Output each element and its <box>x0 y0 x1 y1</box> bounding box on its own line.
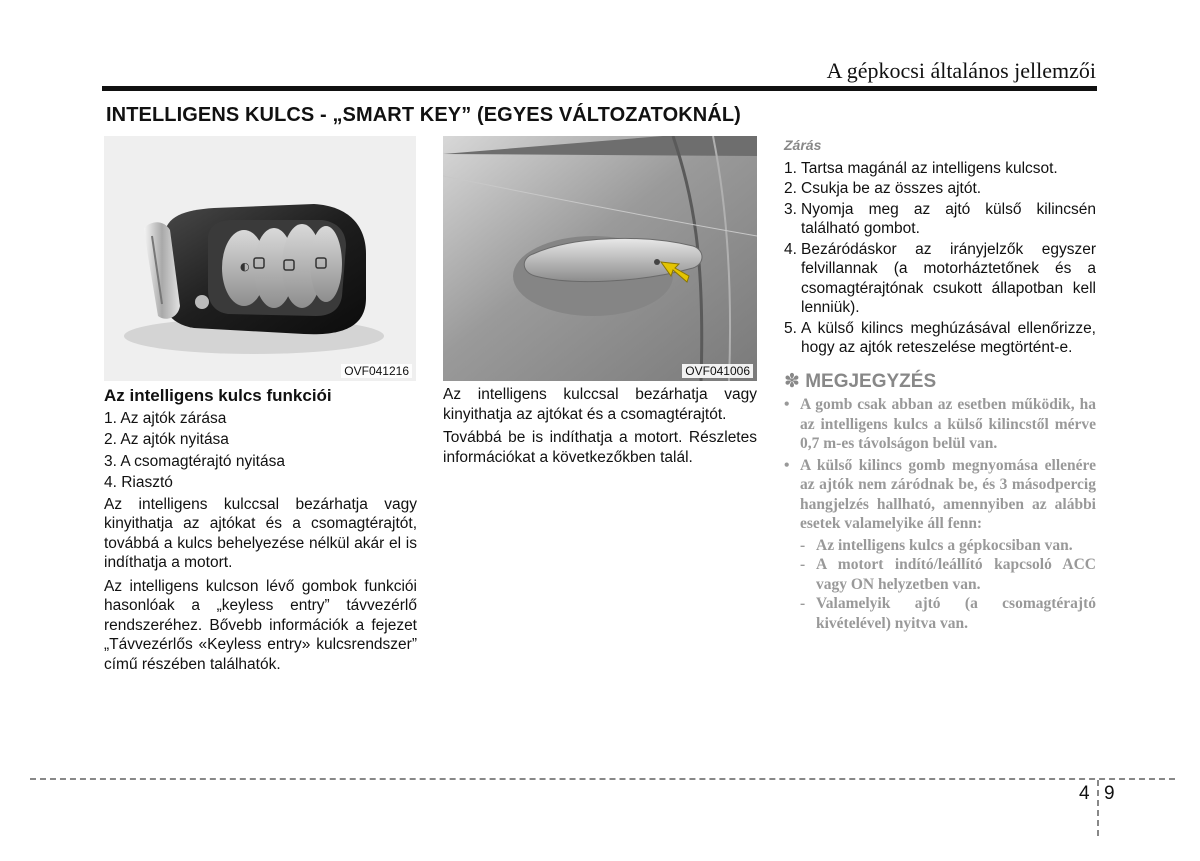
smart-key-illustration <box>104 136 416 381</box>
column-right <box>784 136 1096 633</box>
dash-mark: - <box>800 556 806 573</box>
dash-mark: - <box>800 595 806 612</box>
step-item <box>784 159 1096 179</box>
step-text: Csukja be az összes ajtót. <box>801 180 982 197</box>
smart-key-figure <box>104 136 416 381</box>
note-bullet <box>784 395 1096 454</box>
note-dash-item <box>800 536 1096 556</box>
step-number: 1. <box>784 159 797 177</box>
step-number: 2. <box>784 180 797 197</box>
chapter-number: 4 <box>1079 783 1090 804</box>
note-dash-item <box>800 555 1096 594</box>
door-handle-illustration <box>443 136 757 381</box>
dash-mark: - <box>800 536 806 554</box>
dash-text: Valamelyik ajtó (a csomagtérajtó kivételével) nyitva van. <box>816 595 1096 632</box>
step-number: 4. <box>784 240 797 258</box>
running-header-title: A gépkocsi általános jellemzői <box>826 58 1096 83</box>
note-bullet <box>784 456 1096 534</box>
bullet-mark: • <box>784 456 790 474</box>
svg-text:◐: ◐ <box>240 260 250 273</box>
step-item <box>784 240 1096 318</box>
footer-dashed-rule <box>30 778 1175 780</box>
paragraph: Az intelligens kulccsal bezárhatja vagy kinyithatja az ajtókat és a csomagtérajtót, továbbá a kulcs behelyezése nélkül akár el is indíthatja a motort. <box>104 495 417 571</box>
step-item <box>784 200 1096 239</box>
note-dash-item <box>800 594 1096 633</box>
step-text: Nyomja meg az ajtó külső kilincsén található gombot. <box>801 200 1096 237</box>
bullet-mark: • <box>784 396 790 413</box>
paragraph: Továbbá be is indíthatja a motort. Részletes információkat a következőkben talál. <box>443 429 757 466</box>
door-handle-figure <box>443 136 757 381</box>
bullet-text: A gomb csak abban az esetben működik, ha az intelligens kulcs a külső kilincstől mérve 0,7 m-es távolságon belül van. <box>800 396 1096 452</box>
figure-code-door: OVF041006 <box>682 364 753 378</box>
functions-heading: Az intelligens kulcs funkciói <box>104 386 332 405</box>
step-text: Tartsa magánál az intelligens kulcsot. <box>801 159 1058 177</box>
page-number-divider <box>1097 780 1099 836</box>
page-number: 9 <box>1104 783 1115 804</box>
note-title: ✽ MEGJEGYZÉS <box>784 370 937 392</box>
locking-subheading: Zárás <box>784 137 822 153</box>
locking-steps <box>784 159 1096 358</box>
list-item: 2. Az ajtók nyitása <box>104 431 229 448</box>
step-text: A külső kilincs meghúzásával ellenőrizze, hogy az ajtók reteszelése megtörtént-e. <box>801 319 1096 356</box>
list-item: 3. A csomagtérajtó nyitása <box>104 452 285 470</box>
column-left <box>104 386 417 678</box>
dash-text: Az intelligens kulcs a gépkocsiban van. <box>816 536 1073 554</box>
section-title: INTELLIGENS KULCS - „SMART KEY” (EGYES VÁLTOZATOKNÁL) <box>106 104 741 126</box>
dash-text: A motort indító/leállító kapcsoló ACC vagy ON helyzetben van. <box>816 556 1096 593</box>
note-body <box>784 395 1096 633</box>
bullet-text: A külső kilincs gomb megnyomása ellenére az ajtók nem záródnak be, és 3 másodpercig hangjelzés hallható, amennyiben az alábbi esetek valamelyike áll fenn: <box>800 456 1096 532</box>
paragraph: Az intelligens kulccsal bezárhatja vagy kinyithatja az ajtókat és a csomagtérajtót. <box>443 386 757 423</box>
list-item: 1. Az ajtók zárása <box>104 409 227 427</box>
paragraph: Az intelligens kulcson lévő gombok funkciói hasonlóak a „keyless entry” távvezérlő rendszeréhez. Bővebb információk a fejezet „Távvezérlős «Keyless entry» kulcsrendszer” című részében találhatók. <box>104 577 417 673</box>
list-item: 4. Riasztó <box>104 474 173 491</box>
figure-code-key: OVF041216 <box>341 364 412 378</box>
functions-list <box>104 409 417 493</box>
step-number: 5. <box>784 319 797 337</box>
step-item <box>784 179 1096 199</box>
header-rule <box>102 86 1097 91</box>
step-text: Bezáródáskor az irányjelzők egyszer felvillannak (a motorháztetőnek és a csomagtérajtónak csukott állapotban kell lenniük). <box>801 240 1096 316</box>
step-item <box>784 319 1096 358</box>
column-middle <box>443 385 757 471</box>
step-number: 3. <box>784 200 797 218</box>
